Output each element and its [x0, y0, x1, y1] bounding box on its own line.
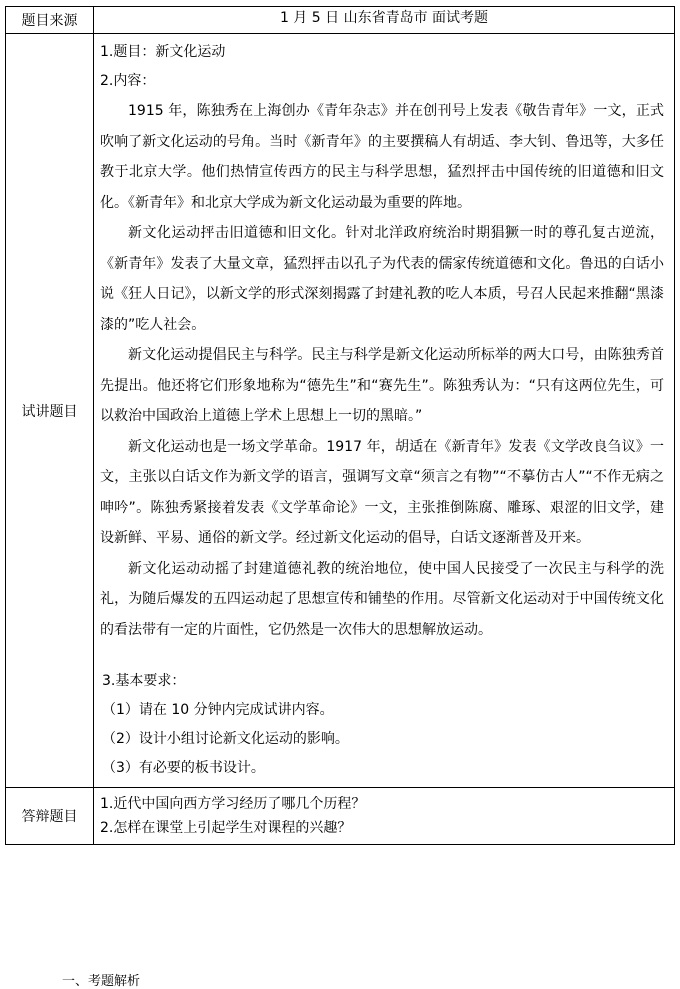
requirement-3: （3）有必要的板书设计。	[102, 760, 265, 776]
lecture-content	[94, 34, 675, 788]
defense-content	[94, 788, 675, 845]
defense-label: 答辩题目	[6, 788, 94, 845]
source-row	[6, 7, 675, 34]
lecture-topic: 1.题目：新文化运动	[100, 44, 226, 60]
defense-question-1: 1.近代中国向西方学习经历了哪几个历程？	[100, 796, 366, 812]
spacer	[100, 645, 664, 667]
defense-question-2: 2.怎样在课堂上引起学生对课程的兴趣？	[100, 820, 352, 836]
requirement-1: （1）请在 10 分钟内完成试讲内容。	[102, 702, 334, 718]
defense-row	[6, 788, 675, 845]
source-value: 1 月 5 日 山东省青岛市 面试考题	[94, 7, 675, 34]
paragraph-1: 1915 年，陈独秀在上海创办《青年杂志》并在创刊号上发表《敬告青年》一文，正式吹响了新文化运动的号角。当时《新青年》的主要撰稿人有胡适、李大钊、鲁迅等，大多任教于北京大学。他们热情宣传西方的民主与科学思想，猛烈抨击中国传统的旧道德和旧文化。《新青年》和北京大学成为新文化运动最为重要的阵地。	[100, 103, 664, 211]
content-heading: 2.内容：	[100, 73, 156, 89]
section-heading-cut-off: 一、考题解析	[62, 974, 141, 989]
exam-question-table	[5, 6, 675, 845]
paragraph-5: 新文化运动动摇了封建道德礼教的统治地位，使中国人民接受了一次民主与科学的洗礼，为随后爆发的五四运动起了思想宣传和铺垫的作用。尽管新文化运动对于中国传统文化的看法带有一定的片面性，它仍然是一次伟大的思想解放运动。	[100, 560, 664, 638]
paragraph-2: 新文化运动抨击旧道德和旧文化。针对北洋政府统治时期猖獗一时的尊孔复古逆流，《新青年》发表了大量文章，猛烈抨击以孔子为代表的儒家传统道德和文化。鲁迅的白话小说《狂人日记》，以新文学的形式深刻揭露了封建礼教的吃人本质，号召人民起来推翻“黑漆漆的”吃人社会。	[100, 225, 664, 333]
paragraph-3: 新文化运动提倡民主与科学。民主与科学是新文化运动所标举的两大口号，由陈独秀首先提出。他还将它们形象地称为“德先生”和“赛先生”。陈独秀认为：“只有这两位先生，可以救治中国政治上道德上学术上思想上一切的黑暗。”	[100, 347, 664, 424]
source-label: 题目来源	[6, 7, 94, 34]
lecture-label: 试讲题目	[6, 34, 94, 788]
requirement-2: （2）设计小组讨论新文化运动的影响。	[102, 731, 349, 747]
paragraph-4: 新文化运动也是一场文学革命。1917 年，胡适在《新青年》发表《文学改良刍议》一文，主张以白话文作为新文学的语言，强调写文章“须言之有物”“不摹仿古人”“不作无病之呻吟”。陈独秀紧接着发表《文学革命论》一文，主张推倒陈腐、雕琢、艰涩的旧文学，建设新鲜、平易、通俗的新文学。经过新文化运动的倡导，白话文逐渐普及开来。	[100, 438, 664, 546]
lecture-row	[6, 34, 675, 788]
requirements-heading: 3.基本要求：	[102, 673, 186, 689]
